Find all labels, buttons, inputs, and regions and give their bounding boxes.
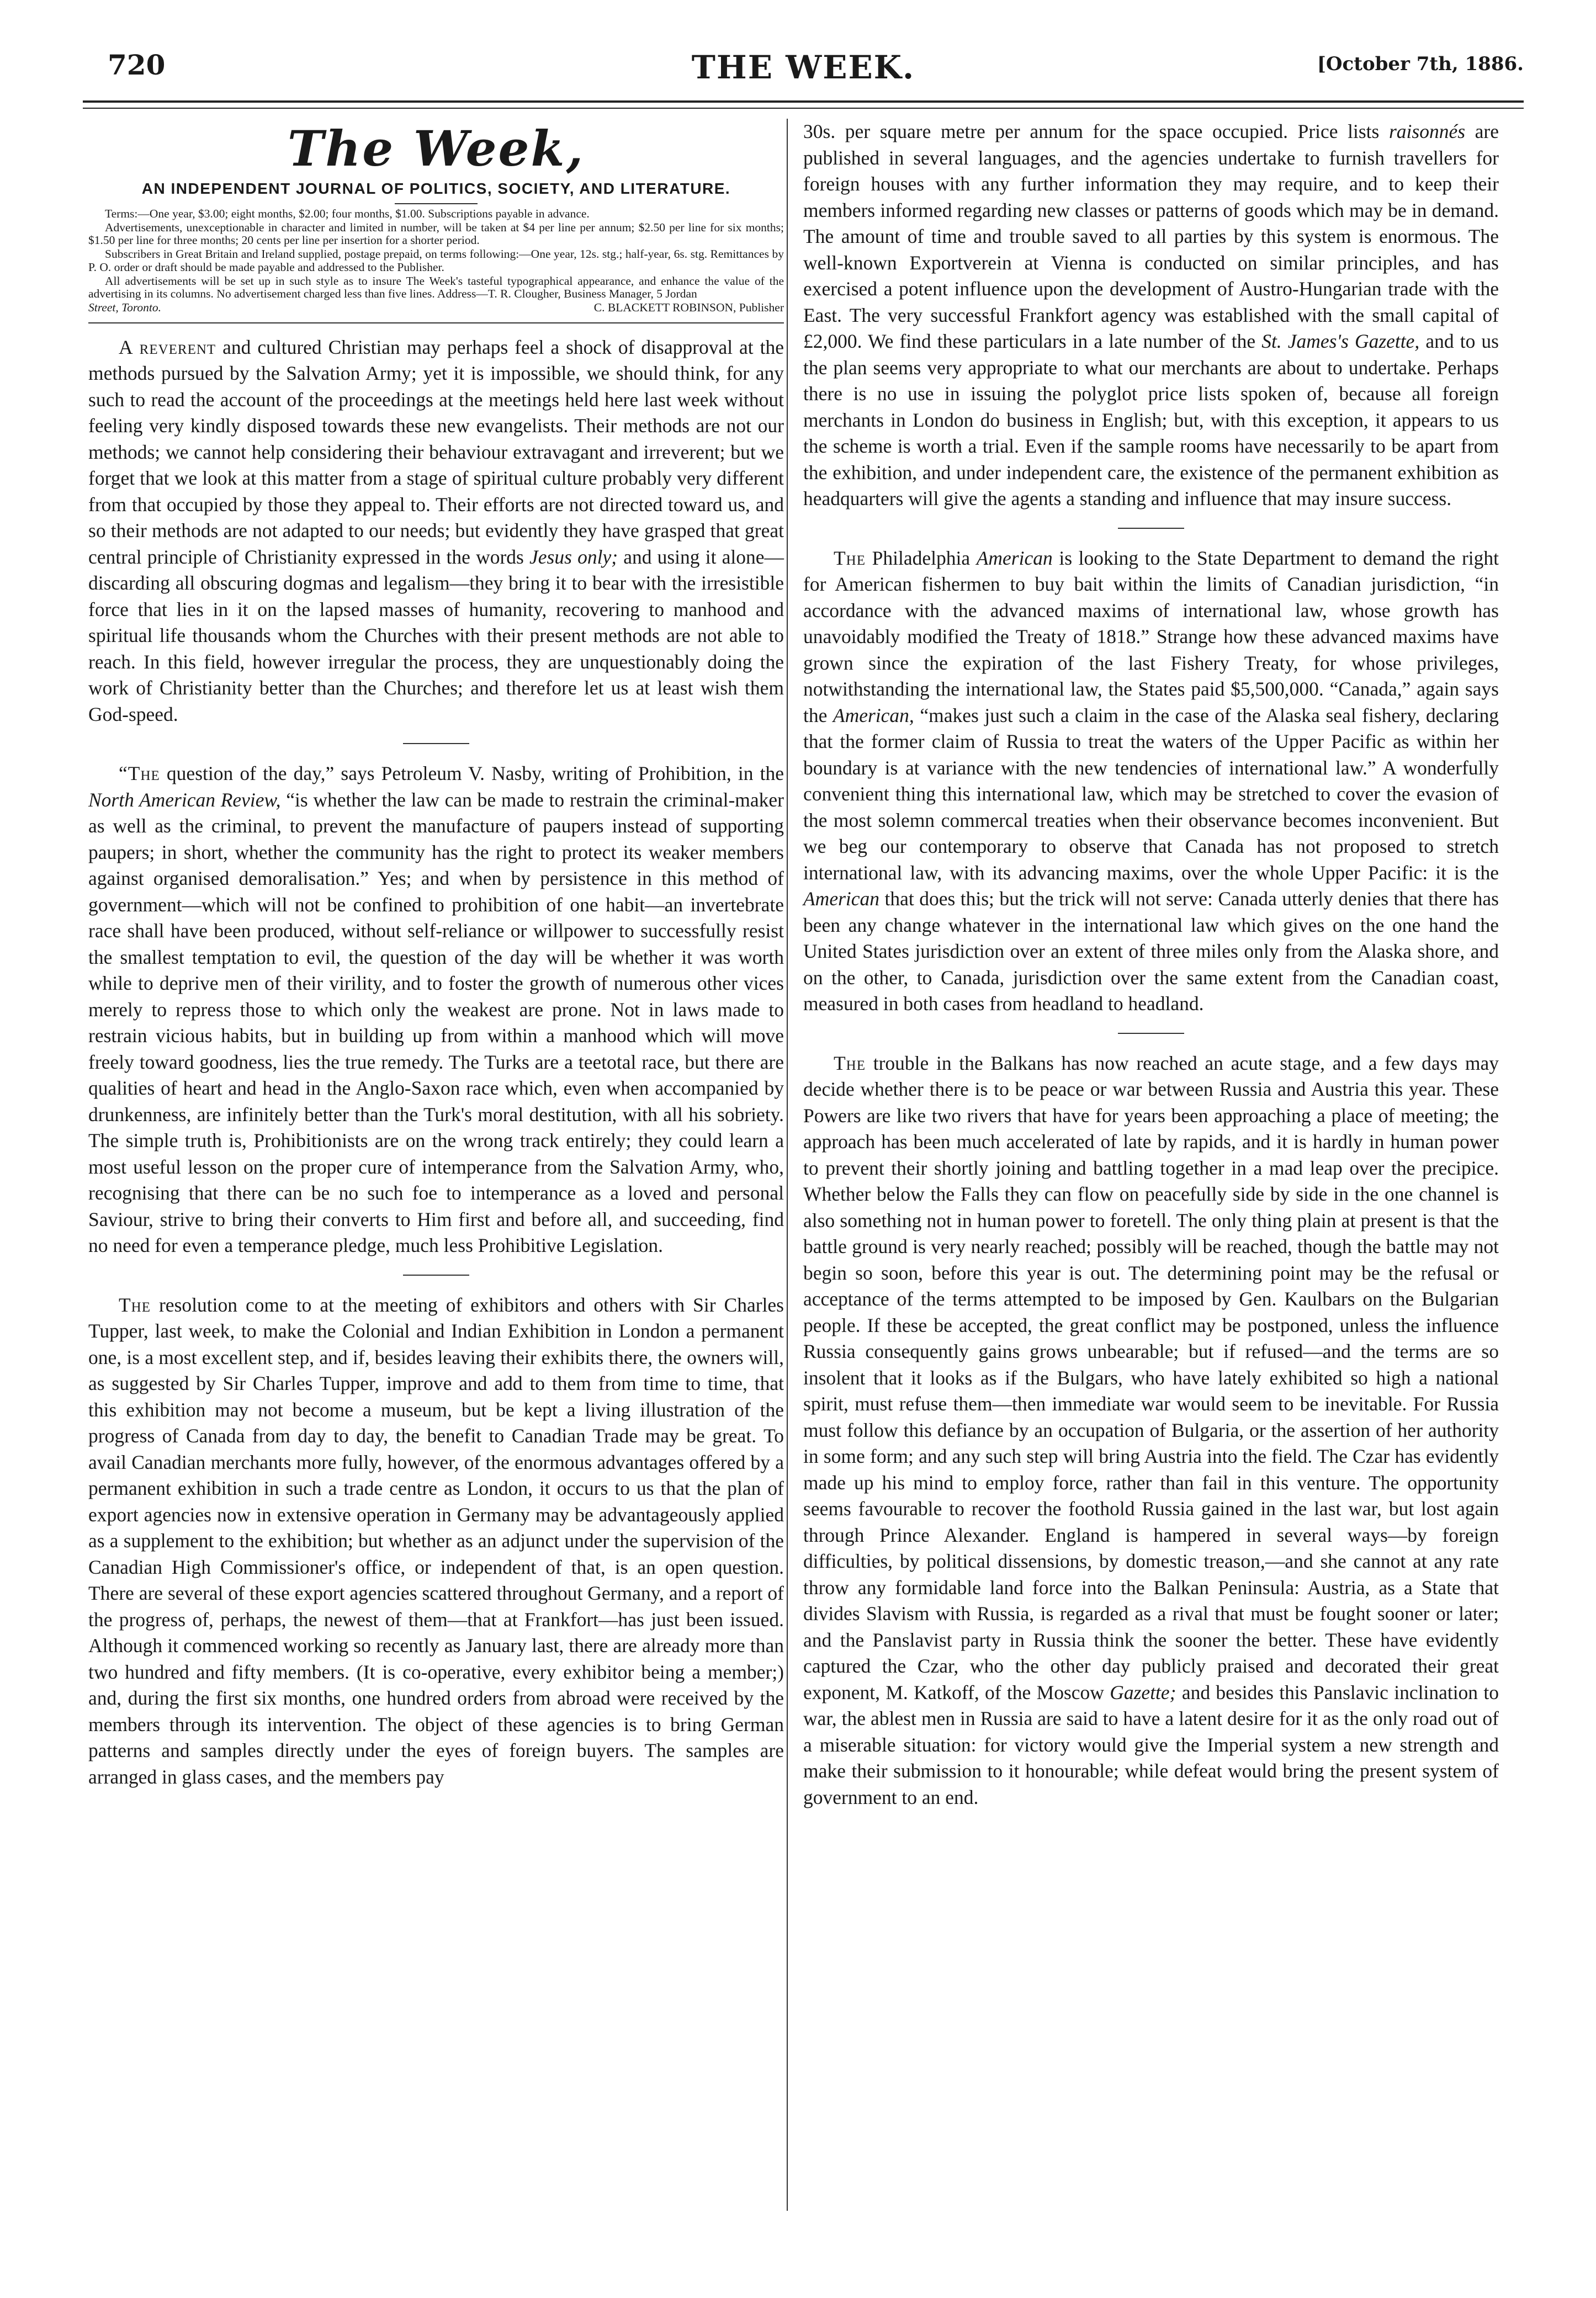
page-header [83, 49, 1524, 87]
article-separator [403, 1275, 469, 1276]
article-text: question of the day,” says Petroleum V. Nasby, writing of Prohibition, in the [160, 762, 784, 785]
article-text: and besides this Panslavic inclination to war, the ablest men in Russia are said to have a latent desire for it as the only road out of a miserable situation: for victory would give the Imperial system a new strength and make their submission to it honourable; while defeat would bring the present system of government to an end. [803, 1681, 1499, 1808]
masthead-rule [395, 203, 478, 204]
article-prohibition [88, 761, 784, 1259]
terms-text: Terms:—One year, $3.00; eight months, $2.00; four months, $1.00. Subscriptions payable in advance. [105, 206, 590, 220]
header-rule [83, 100, 1524, 103]
article-emphasis: North American Review, [88, 788, 281, 811]
article-text: is looking to the State Department to demand the right for American fishermen to buy bait within the limits of Canadian jurisdiction, “in accordance with the advanced maxims of international law, whose growth has unavoidably modified the Treaty of 1818.” Strange how these advanced maxims have grown since the expiration of the last Fishery Treaty, for whose privileges, notwithstanding the international law, the States paid $5,500,000. “Canada,” again says the [803, 546, 1499, 726]
article-text: and to us the plan seems very appropriate to what our merchants are about to undertake. Perhaps there is no use in issuing the polyglot price lists spoken of, because all foreign merchants in London do business in English; but, with this exception, it appears to us the scheme is worth a trial. Even if the sample rooms have necessarily to be apart from the exhibition, and under independent care, the existence of the permanent exhibition as headquarters will give the agents a standing and influence that may insure success. [803, 330, 1499, 510]
lead-words: A reverent [119, 336, 216, 358]
masthead-title: The Week, [287, 120, 585, 177]
article-emphasis: American, [833, 704, 914, 726]
subscriber-terms: Subscribers in Great Britain and Ireland supplied, postage prepaid, on terms following:—One year, 12s. stg.; half-year, 6s. stg. Remittances by P. O. order or draft should be made payable and addressed to the Publisher. [88, 247, 784, 274]
article-text: resolution come to at the meeting of exhibitors and others with Sir Charles Tupper, last week, to make the Colonial and Indian Exhibition in London a permanent one, is a most excellent step, and if, besides leaving their exhibits there, the owners will, as suggested by Sir Charles Tupper, improve and add to them from time to time, that this exhibition may not become a museum, but be kept a living illustration of the progress of Canada from day to day, the benefit to Canadian Trade may be great. To avail Canadian merchants more fully, however, of the enormous advantages offered by a permanent exhibition in such a trade centre as London, it occurs to us that the plan of export agencies now in extensive operation in Germany may be advantageously applied as a supplement to the exhibition; but whether as an adjunct under the supervision of the Canadian High Commissioner's office, or independent of that, is an open question. There are several of these export agencies scattered throughout Germany, and a report of the progress of, perhaps, the newest of them—that at Frankfort—has just been issued. Although it commenced working so recently as January last, there are already more than two hundred and fifty members. (It is co-operative, every exhibitor being a member;) and, during the first six months, one hundred orders from abroad were received by the members through its intervention. The object of these agencies is to bring German patterns and samples directly under the eyes of foreign buyers. The samples are arranged in glass cases, and the members pay [88, 1293, 784, 1788]
article-text: and cultured Christian may perhaps feel a shock of disapproval at the methods pursued by the Salvation Army; yet it is impossible, we should think, for any such to read the account of the proceedings at the meetings held here last week without feeling very kindly disposed towards these new evangelists. Their methods are not our methods; we cannot help considering their behaviour extravagant and irreverent; but we forget that we look at this matter from a stage of spiritual culture probably very different from that occupied by those they appeal to. Their efforts are not directed toward us, and so their methods are not adapted to our needs; but evidently they have grasped that great central principle of Christianity expressed in the words [88, 336, 784, 568]
style-note: All advertisements will be set up in such style as to insure The Week's tasteful typographical appearance, and enhance the value of the advertising in its columns. No advertisement charged less than five lines. Address—T. R. Clougher, Business Manager, 5 Jordan [88, 274, 784, 301]
left-column [88, 119, 784, 1790]
article-text: that does this; but the trick will not serve: Canada utterly denies that there has been any change whatever in the international law which gives on the one hand the United States jurisdiction over an extent of three miles only from the Alaska shore, and on the other, to Canada, jurisdiction over the same extent from the Canadian coast, measured in both cases from headland to headland. [803, 888, 1499, 1015]
article-exhibition-continued [803, 119, 1499, 512]
masthead [88, 122, 784, 204]
article-emphasis: American [803, 888, 880, 910]
article-text: “is whether the law can be made to restrain the criminal-maker as well as the criminal, to prevent the manufacture of paupers instead of supporting paupers; in short, whether the community has the right to protect its weaker members against organised demoralisation.” Yes; and when by persistence in this method of government—which will not be confined to prohibition of one habit—an invertebrate race shall have been produced, without self-reliance or willpower to successfully resist the smallest temptation to evil, the question of the day will be whether it was worth while to deprive men of their virility, and to foster the growth of numerous other vices merely to repress those to which only the weakest are prone. Not in laws made to restrain vicious habits, but in building up from within a manhood which will move freely toward goodness, lies the true remedy. The Turks are a teetotal race, but there are qualities of heart and head in the Anglo-Saxon race which, even when accompanied by drunkenness, are infinitely better than the Turk's moral destitution, with all his sobriety. The simple truth is, Prohibitionists are on the wrong track entirely; they could learn a most useful lesson on the proper cure of intemperance from the Salvation Army, who, recognising that there can be no such foe to intemperance as a loved and personal Saviour, strive to bring their converts to Him first and before all, and succeeding, find no need for even a temperance pledge, much less Prohibitive Legislation. [88, 788, 784, 1257]
article-separator [403, 743, 469, 744]
publisher-line [88, 301, 784, 314]
article-separator [1118, 528, 1184, 529]
article-text: 30s. per square metre per annum for the space occupied. Price lists [803, 120, 1389, 142]
article-salvation-army [88, 335, 784, 728]
issue-date: [October 7th, 1886. [1317, 53, 1524, 75]
article-text: trouble in the Balkans has now reached an acute stage, and a few days may decide whether there is to be peace or war between Russia and Austria this year. These Powers are like two rivers that have for years been approaching a place of meeting; the approach has been much accelerated of late by rapids, and it is hardly in human power to prevent their shortly joining and battling together in a mad leap over the precipice. Whether below the Falls they can flow on peacefully side by side in the one channel is also something not in human power to foretell. The only thing plain at present is that the battle ground is very nearly reached; possibly will be reached, though the battle may not begin so soon, before this year is out. The determining point may be the refusal or acceptance of the terms attempted to be imposed by Gen. Kaulbars on the Bulgarian people. If these be accepted, the great conflict may be postponed, unless the influence Russia consequently gains grows unbearable; but if refused—and the terms are so insolent that it looks as if the Bulgars, who have lately exhibited so high a national spirit, must refuse them—then immediate war would seem to be inevitable. For Russia must follow this defiance by an occupation of Bulgaria, or the assertion of her authority in some form; and any such step will bring Austria into the field. The Czar has evidently made up his mind to employ force, rather than fail in this venture. The opportunity seems favourable to recover the foothold Russia gained in the last war, but lost again through Prince Alexander. England is hampered in several ways—by foreign difficulties, by political dissensions, by domestic treason,—and she cannot at any rate throw any formidable land force into the Balkan Peninsula: Austria, as a State that divides Slavism with Russia, is regarded as a rival that must be fought sooner or later; and the Panslavist party in Russia think the sooner the better. These have evidently captured the Czar, who the other day publicly praised and decorated their great exponent, M. Katkoff, of the Moscow [803, 1052, 1499, 1703]
article-text: Philadelphia [866, 546, 977, 569]
header-rule-thin [83, 108, 1524, 109]
article-emphasis: American [976, 546, 1053, 569]
subscription-terms [88, 208, 784, 315]
article-emphasis: Jesus only; [529, 545, 618, 568]
article-emphasis: St. James's Gazette, [1261, 330, 1420, 352]
article-text: “makes just such a claim in the case of the Alaska seal fishery, declaring that the former claim of Russia to treat the waters of the Upper Pacific as within her boundary is at variance with the new tendencies of international law.” A wonderfully convenient thing this international law, which may be stretched to cover the evasion of the most solemn commercal treaties when their observance becomes inconvenient. But we beg our contemporary to observe that Canada has not proposed to stretch international law, with its advancing maxims, over the whole Upper Pacific: it is the [803, 704, 1499, 884]
article-fisheries [803, 545, 1499, 1017]
lead-words: The [834, 546, 866, 569]
article-emphasis: Gazette; [1110, 1681, 1176, 1703]
column-divider [787, 119, 788, 2211]
right-column [803, 119, 1499, 1811]
article-exhibition [88, 1292, 784, 1791]
publisher-name: C. BLACKETT ROBINSON, Publisher [593, 301, 784, 315]
article-separator [1118, 1033, 1184, 1034]
advertisement-terms: Advertisements, unexceptionable in character and limited in number, will be taken at $4 per line per annum; $2.50 per line for six months; $1.50 per line for three months; 20 cents per line per insertion for a shorter period. [88, 221, 784, 247]
running-title: THE WEEK. [691, 49, 915, 86]
article-text: are published in several languages, and the agencies undertake to furnish travellers for foreign houses with any further information they may require, and to keep their members informed regarding new classes or patterns of goods which may be in demand. The amount of time and trouble saved to all parties by this system is enormous. The well-known Exportverein at Vienna is conducted on similar principles, and has exercised a potent influence upon the development of Austro-Hungarian trade with the East. The very successful Frankfort agency was established with the small capital of £2,000. We find these particulars in a late number of the [803, 120, 1499, 352]
lead-words: The [119, 1293, 151, 1316]
masthead-bottom-rule [88, 322, 784, 323]
article-balkans [803, 1050, 1499, 1811]
article-text: and using it alone—discarding all obscuring dogmas and legalism—they bring it to bear with the irresistible force that lies in it on the lapsed masses of humanity, recovering to manhood and spiritual life thousands whom the Churches with their present methods are not able to reach. In this field, however irregular the process, they are unquestionably doing the work of Christianity better than the Churches; and therefore let us at least wish them God-speed. [88, 545, 784, 725]
address-end: Street, Toronto. [88, 301, 162, 315]
masthead-subtitle: AN INDEPENDENT JOURNAL OF POLITICS, SOCIETY, AND LITERATURE. [141, 179, 731, 197]
lead-words: The [834, 1052, 866, 1074]
page-number: 720 [108, 49, 166, 81]
lead-words: “The [119, 762, 160, 785]
article-emphasis: raisonnés [1388, 120, 1466, 142]
